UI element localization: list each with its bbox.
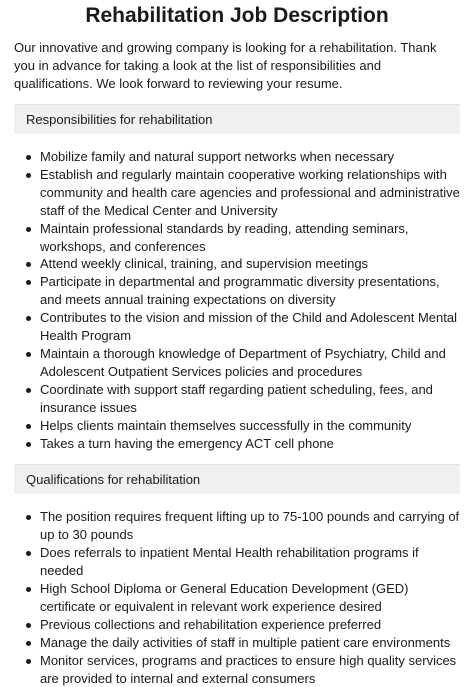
intro-paragraph: Our innovative and growing company is looking for a rehabilitation. Thank you in advance for taking a look at the list of responsibilities and qualifications. We look forward to reviewing your resume. [14,40,437,91]
list-item: Contributes to the vision and mission of the Child and Adolescent Mental Health Program [40,309,460,345]
list-item: Monitor services, programs and practices to ensure high quality services are provided to internal and external consumers [40,652,460,687]
list-item: Attend weekly clinical, training, and supervision meetings [40,255,460,273]
qualifications-heading: Qualifications for rehabilitation [14,464,460,494]
list-item: Coordinate with support staff regarding patient scheduling, fees, and insurance issues [40,381,460,417]
list-item: Previous collections and rehabilitation experience preferred [40,616,460,634]
list-item: Establish and regularly maintain cooperative working relationships with community and health care agencies and professional and administrative staff of the Medical Center and University [40,166,460,218]
list-item: Mobilize family and natural support networks when necessary [40,148,460,166]
list-item: Maintain a thorough knowledge of Department of Psychiatry, Child and Adolescent Outpatient Services policies and procedures [40,345,460,381]
list-item: Maintain professional standards by reading, attending seminars, workshops, and conferences [40,220,460,256]
list-item: The position requires frequent lifting up to 75-100 pounds and carrying of up to 30 pounds [40,509,460,543]
list-item: Helps clients maintain themselves successfully in the community [40,417,460,435]
page-title: Rehabilitation Job Description [85,4,389,27]
list-item: Takes a turn having the emergency ACT cell phone [40,435,460,453]
list-item: High School Diploma or General Education Development (GED) certificate or equivalent in relevant work experience desired [40,580,460,616]
list-item: Participate in departmental and programmatic diversity presentations, and meets annual training expectations on diversity [40,273,460,309]
qualifications-list [14,508,460,687]
list-item: Does referrals to inpatient Mental Health rehabilitation programs if needed [40,544,460,580]
responsibilities-list [14,148,460,452]
list-item: Manage the daily activities of staff in multiple patient care environments [40,634,460,652]
responsibilities-heading: Responsibilities for rehabilitation [14,104,460,134]
